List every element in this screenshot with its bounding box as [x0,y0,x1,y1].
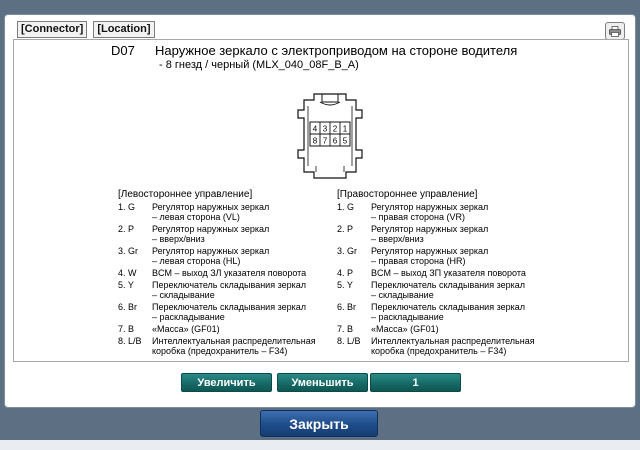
pin-row [118,302,328,322]
pin-description-line: – левая сторона (VL) [152,212,240,222]
pin-label-7: 7 [322,136,328,146]
pin-description-line: коробка (предохранитель – F34) [152,346,288,356]
pin-description [371,224,567,244]
pin-row [118,268,328,278]
pin-row [337,224,567,244]
pin-label-8: 8 [312,136,318,146]
bottom-strip [0,440,640,450]
pin-label-6: 6 [332,136,338,146]
pin-id: 3. Gr [118,246,139,256]
print-button[interactable] [605,22,625,40]
pin-description-line: «Масса» (GF01) [152,324,220,334]
left-hand-drive-heading: [Левостороннее управление] [118,189,253,200]
pin-row [337,336,567,356]
pin-row [118,246,328,266]
pin-label-1: 1 [342,124,348,134]
left-pin-list [118,202,328,356]
pin-description [152,324,328,334]
pin-description [152,280,328,300]
pin-description [371,268,567,278]
pin-description-line: «Масса» (GF01) [371,324,439,334]
pin-row [118,224,328,244]
pin-row [337,280,567,300]
pin-description [371,324,567,334]
pin-description-line: Переключатель складывания зеркал [152,280,306,290]
pin-description-line: – вверх/вниз [371,234,424,244]
pin-description [152,268,328,278]
pin-description [371,336,567,356]
tab-location[interactable]: [Location] [93,21,154,38]
zoom-in-button[interactable]: Увеличить [181,373,272,392]
pin-description-line: Переключатель складывания зеркал [152,302,306,312]
pin-description [152,336,328,356]
pin-description-line: Переключатель складывания зеркал [371,280,525,290]
pin-description [152,202,328,222]
right-pin-list [337,202,567,356]
tab-bar [17,21,155,38]
pin-description-line: коробка (предохранитель – F34) [371,346,507,356]
pin-description-line: – складывание [152,290,215,300]
pin-description [152,246,328,266]
pin-description-line: Регулятор наружных зеркал [371,202,489,212]
pin-id: 2. P [337,224,354,234]
pin-description-line: Интеллектуальная распределительная [371,336,535,346]
pin-description-line: Регулятор наружных зеркал [152,224,270,234]
pin-description-line: Переключатель складывания зеркал [371,302,525,312]
pin-description-line: BCM – выход ЗЛ указателя поворота [152,268,307,278]
pin-description-line: BCM – выход ЗП указателя поворота [371,268,526,278]
pin-row [337,202,567,222]
pin-description-line: – складывание [371,290,434,300]
pin-id: 7. B [118,324,135,334]
pin-description [371,202,567,222]
pin-description [371,280,567,300]
pin-id: 6. Br [337,302,357,312]
pin-row [337,246,567,266]
connector-diagram [290,92,370,180]
pin-description-line: – раскладывание [371,312,444,322]
pin-description-line: – левая сторона (HL) [152,256,241,266]
page-number-button[interactable]: 1 [370,373,461,392]
pin-label-2: 2 [332,124,338,134]
pin-id: 1. G [337,202,355,212]
connector-code: D07 [111,43,135,58]
pin-row [337,302,567,322]
close-button[interactable]: Закрыть [260,410,378,437]
pin-description-line: Регулятор наружных зеркал [152,202,270,212]
pin-row [337,324,567,334]
pin-description-line: Интеллектуальная распределительная [152,336,316,346]
pin-id: 5. Y [118,280,134,290]
pin-row [118,324,328,334]
pin-description-line: – вверх/вниз [152,234,205,244]
pin-description [371,302,567,322]
left-hand-drive-pinout [118,190,328,358]
connector-window [4,14,636,408]
pin-description-line: Регулятор наружных зеркал [371,224,489,234]
pin-label-5: 5 [342,136,348,146]
tab-connector[interactable]: [Connector] [17,21,87,38]
pin-row [337,268,567,278]
pin-description-line: Регулятор наружных зеркал [371,246,489,256]
pin-description [152,224,328,244]
pin-description-line: Регулятор наружных зеркал [152,246,270,256]
pin-description-line: – раскладывание [152,312,225,322]
pin-description [152,302,328,322]
pin-label-4: 4 [312,124,318,134]
pin-description-line: – правая сторона (HR) [371,256,466,266]
pin-id: 7. B [337,324,354,334]
pin-id: 8. L/B [118,336,142,346]
pin-row [118,202,328,222]
pin-row [118,336,328,356]
pin-id: 6. Br [118,302,138,312]
zoom-out-button[interactable]: Уменьшить [277,373,368,392]
connector-info-panel [13,39,629,362]
pin-description [371,246,567,266]
pin-id: 4. W [118,268,137,278]
connector-subtitle: - 8 гнезд / черный (MLX_040_08F_B_A) [159,59,359,71]
pin-id: 2. P [118,224,135,234]
pin-id: 4. P [337,268,354,278]
pin-label-3: 3 [322,124,328,134]
pin-id: 5. Y [337,280,353,290]
pin-id: 8. L/B [337,336,361,346]
printer-icon [609,26,621,37]
pin-row [118,280,328,300]
right-hand-drive-heading: [Правостороннее управление] [337,189,478,200]
connector-title: Наружное зеркало с электроприводом на стороне водителя [155,43,518,58]
pin-id: 1. G [118,202,136,212]
pin-description-line: – правая сторона (VR) [371,212,465,222]
pin-id: 3. Gr [337,246,358,256]
right-hand-drive-pinout [337,190,567,358]
